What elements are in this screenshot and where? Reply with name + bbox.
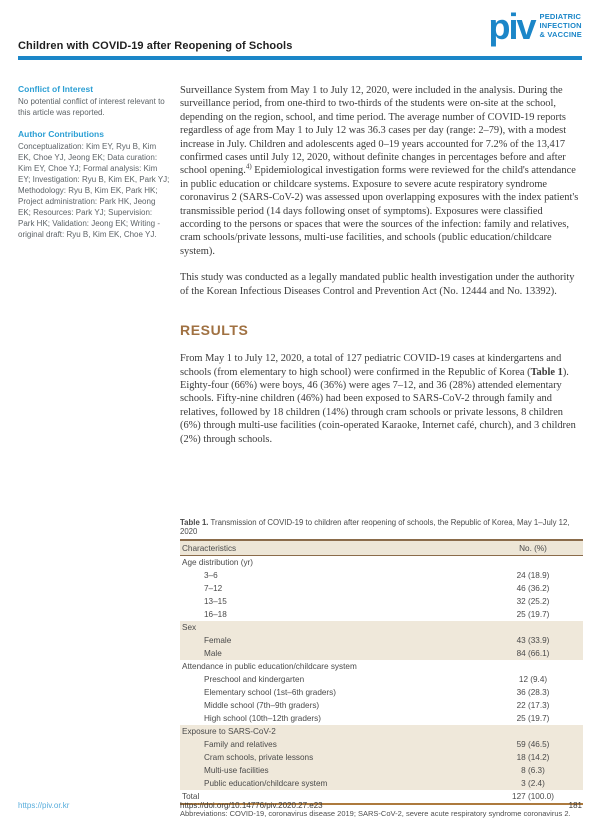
- row-value: 18 (14.2): [483, 751, 583, 764]
- table1-abbreviations-note: Abbreviations: COVID-19, coronavirus disease 2019; SARS-CoV-2, severe acute respiratory syndrome coronavirus 2.: [180, 809, 571, 818]
- header-rule: [18, 56, 582, 60]
- row-label: Age distribution (yr): [182, 558, 253, 567]
- table-header-row: [180, 540, 583, 556]
- table-row: [180, 725, 583, 738]
- row-value: 12 (9.4): [518, 675, 548, 684]
- row-label: 7–12: [204, 584, 223, 593]
- row-value: 3 (2.4): [483, 777, 583, 790]
- table-row: [180, 686, 583, 699]
- logo-line-3: & VACCINE: [539, 30, 582, 39]
- table-row: [180, 608, 583, 621]
- journal-site-link[interactable]: https://piv.or.kr: [18, 801, 70, 810]
- conflict-of-interest-heading: Conflict of Interest: [18, 84, 94, 94]
- results-paragraph-text-2: ). Eighty-four (66%) were boys, 46 (36%) were ages 7–12, and 36 (28%) attended elementary schools. Fifty-nine children (46%) had been exposed to SARS-CoV-2 through family and relatives, followed by 18 children (14%) through cram schools or private lessons, 8 children (6%) through multi-use facilities (coin-operated Karaoke, Internet café, church), and 3 children (2%) through schools.: [180, 366, 576, 445]
- table-row: [180, 582, 583, 595]
- results-paragraph-text-1: From May 1 to July 12, 2020, a total of 127 pediatric COVID-19 cases at kindergartens and schools (from elementary to high school) were confirmed in the Republic of Korea (: [180, 353, 562, 378]
- row-label: Male: [180, 647, 483, 660]
- row-label: Sex: [180, 621, 483, 634]
- logo-line-2: INFECTION: [539, 21, 582, 30]
- row-label: Attendance in public education/childcare system: [182, 662, 357, 671]
- row-label: Female: [180, 634, 483, 647]
- author-contributions-heading: Author Contributions: [18, 129, 104, 139]
- reference-citation-4: 4): [245, 162, 252, 171]
- table-row: [180, 673, 583, 686]
- doi-link[interactable]: https://doi.org/10.14776/piv.2020.27.e23: [180, 801, 323, 810]
- page-footer: [18, 801, 582, 815]
- table1-inline-reference: Table 1: [530, 366, 563, 378]
- table-row: [180, 634, 583, 647]
- row-label: Middle school (7th–9th graders): [204, 701, 320, 710]
- row-label: Public education/childcare system: [180, 777, 483, 790]
- row-label: Cram schools, private lessons: [180, 751, 483, 764]
- row-label: Elementary school (1st–6th graders): [204, 688, 336, 697]
- row-value: 25 (19.7): [516, 714, 550, 723]
- row-label: Preschool and kindergarten: [204, 675, 305, 684]
- methods-paragraph-text-1: Surveillance System from May 1 to July 12, 2020, were included in the analysis. During the surveillance period, from one-third to two-thirds of the students were on-site at the school, depending on the region, school, and time period. The average number of COVID-19 reports regardless of age from May 1 to July 12 was 36.3 cases per day (range: 2–79), with a modest increase in July. Children and adolescents aged 0–19 years accounted for 7.2% of the 13,417 confirmed cases until July 12, 2020, without definite changes in percentages before and after school opening.: [180, 85, 567, 177]
- piv-logo-wordmark: piv: [488, 6, 535, 47]
- table1-caption-text: Transmission of COVID-19 to children after reopening of schools, the Republic of Korea, May 1–July 12, 2020: [180, 518, 570, 536]
- main-text-column: [180, 84, 583, 459]
- table-row: [180, 660, 583, 673]
- row-value: [483, 621, 583, 634]
- methods-paragraph: [180, 84, 583, 258]
- row-value: 127 (100.0): [512, 792, 554, 801]
- page-number: 181: [568, 801, 582, 810]
- row-label: High school (10th–12th graders): [204, 714, 321, 723]
- table-row: [180, 764, 583, 777]
- row-value: 46 (36.2): [516, 584, 550, 593]
- row-value: 22 (17.3): [516, 701, 550, 710]
- piv-journal-logo: [488, 6, 582, 47]
- row-value: 25 (19.7): [516, 610, 550, 619]
- row-label: Multi-use facilities: [180, 764, 483, 777]
- table1-block: [180, 518, 583, 818]
- table-row: [180, 699, 583, 712]
- table-row: [180, 751, 583, 764]
- table-row: [180, 595, 583, 608]
- table-row: [180, 647, 583, 660]
- table1-caption: [180, 518, 583, 536]
- row-label: Total: [182, 792, 200, 801]
- row-value: 24 (18.9): [516, 571, 550, 580]
- row-value: [483, 725, 583, 738]
- running-title: Children with COVID-19 after Reopening of Schools: [18, 40, 293, 52]
- methods-paragraph-text-2: Epidemiological investigation forms were reviewed for the child's attendance in public education or childcare systems. Exposure to severe acute respiratory syndrome coronavirus 2 (SARS-CoV-2) was assessed upon overlapping exposures with the index patient's transmissible period (14 days following onset of symptoms). Exposures were classified according to the persons or spaces that were the sources of the infection: family and relatives, cram schools/private lessons, multi-use facilities, and schools (public education/childcare system).: [180, 165, 579, 257]
- row-value: 84 (66.1): [483, 647, 583, 660]
- row-value: 32 (25.2): [516, 597, 550, 606]
- table1: [180, 539, 583, 805]
- table-row: [180, 621, 583, 634]
- table-row: [180, 569, 583, 582]
- row-label: Exposure to SARS-CoV-2: [180, 725, 483, 738]
- row-label: 13–15: [204, 597, 227, 606]
- table-row: [180, 712, 583, 725]
- row-label: 3–6: [204, 571, 218, 580]
- article-info-sidebar: [18, 84, 170, 251]
- table-row: [180, 777, 583, 790]
- row-value: [483, 556, 583, 570]
- table-row: [180, 738, 583, 751]
- conflict-of-interest-text: No potential conflict of interest relevant to this article was reported.: [18, 97, 165, 117]
- row-value: 59 (46.5): [483, 738, 583, 751]
- results-paragraph: [180, 352, 583, 446]
- column-header-characteristics: Characteristics: [180, 540, 483, 556]
- column-header-no-pct: No. (%): [483, 540, 583, 556]
- ethics-paragraph: This study was conducted as a legally mandated public health investigation under the authority of the Korean Infectious Diseases Control and Prevention Act (No. 12444 and No. 13392).: [180, 272, 575, 297]
- author-contributions-text: Conceptualization: Kim EY, Ryu B, Kim EK, Choe YJ, Jeong EK; Data curation: Kim EY, Choe YJ; Formal analysis: Kim EY; Investigation: Ryu B, Kim EK, Park YJ; Methodology: Ryu B, Kim EK, Park HK; Project administration: Park HK, Jeong EK; Resources: Park YJ; Supervision: Park HK; Validation: Jeong EK; Writing - original draft: Ryu B, Kim EK, Choe YJ.: [18, 142, 170, 239]
- table1-caption-label: Table 1.: [180, 518, 209, 527]
- row-value: [483, 660, 583, 673]
- results-section-heading: RESULTS: [180, 322, 249, 339]
- row-value: 36 (28.3): [516, 688, 550, 697]
- table-row: [180, 556, 583, 570]
- row-value: 8 (6.3): [483, 764, 583, 777]
- logo-line-1: PEDIATRIC: [539, 12, 582, 21]
- row-label: Family and relatives: [180, 738, 483, 751]
- row-label: 16–18: [204, 610, 227, 619]
- piv-logo-text: [540, 12, 583, 42]
- row-value: 43 (33.9): [483, 634, 583, 647]
